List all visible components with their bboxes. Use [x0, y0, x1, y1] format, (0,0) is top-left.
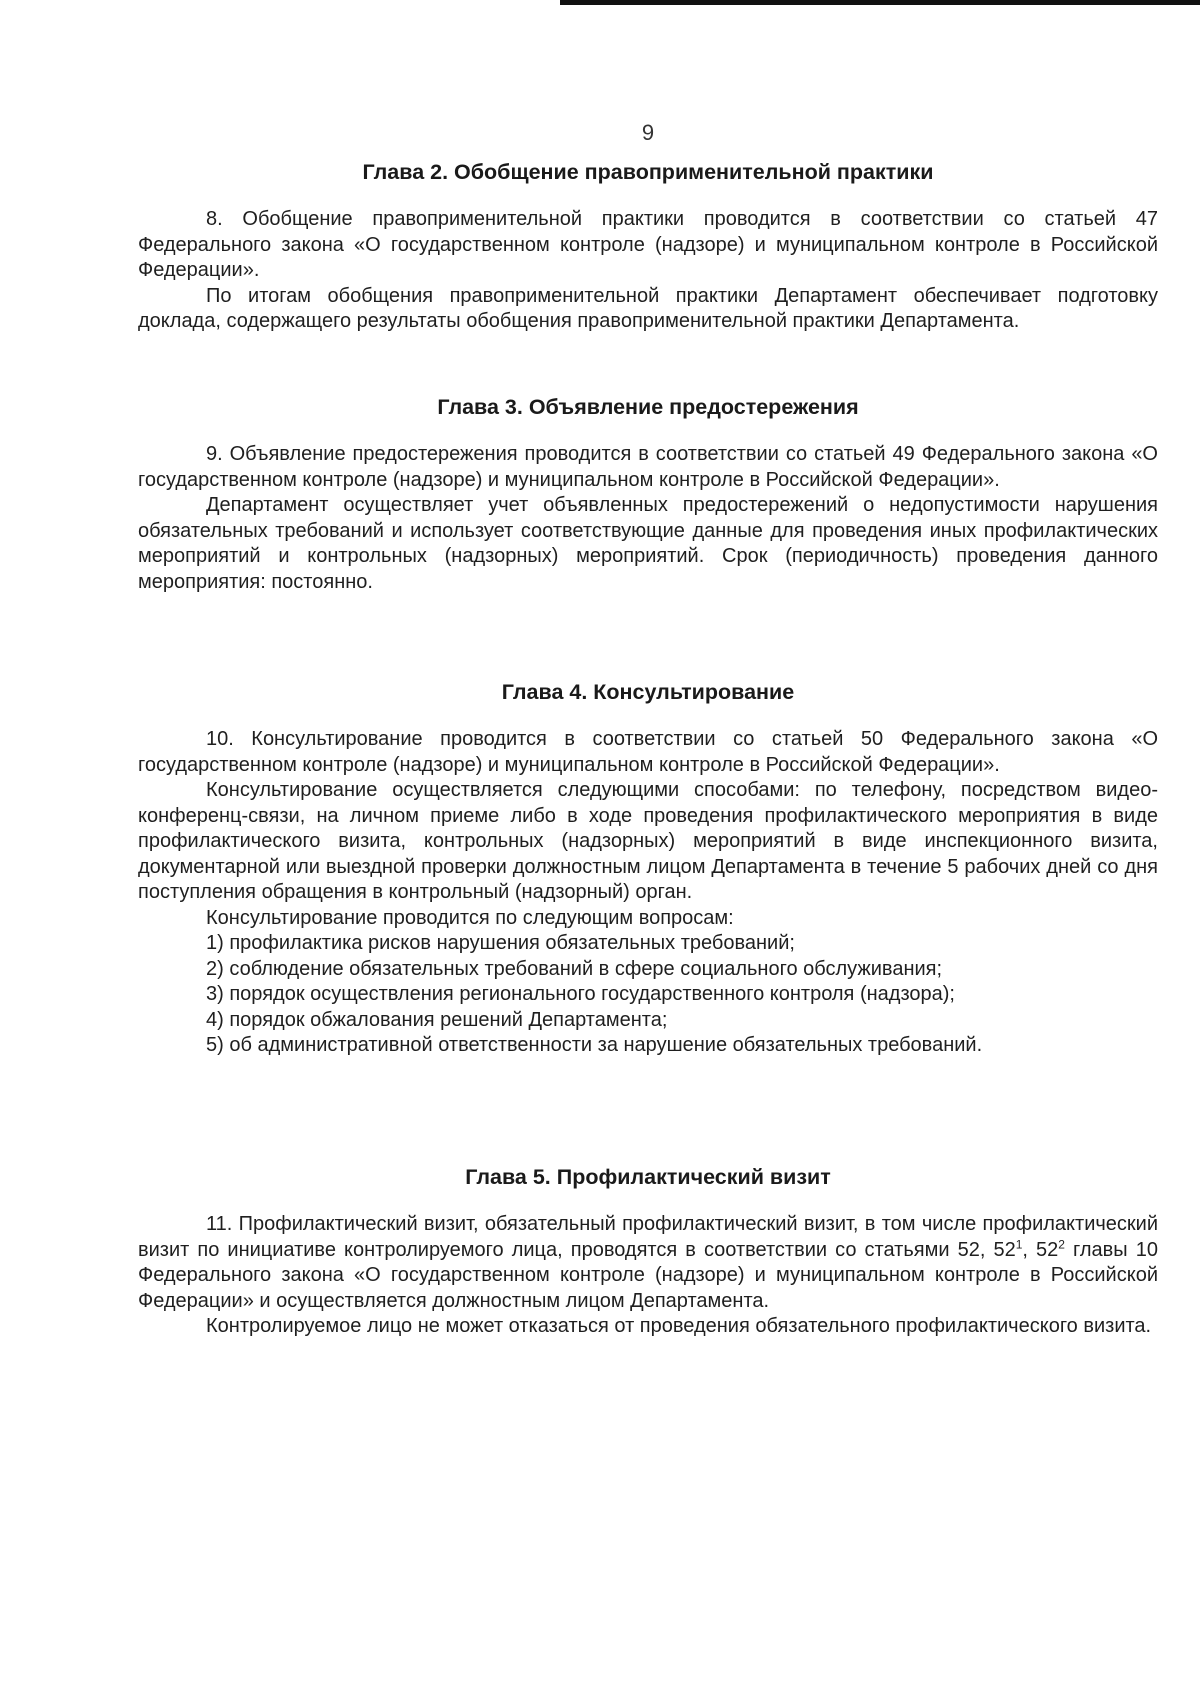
list-item: 4) порядок обжалования решений Департамента;: [206, 1008, 668, 1031]
list-item: 5) об административной ответственности за нарушение обязательных требований.: [206, 1034, 983, 1056]
paragraph: Консультирование проводится по следующим вопросам:: [206, 906, 734, 929]
page-number: 9: [641, 120, 655, 145]
chapter-title: Глава 2. Обобщение правоприменительной практики: [362, 160, 934, 184]
paragraph-text: главы 10 Федерального закона «О государственном контроле (надзоре) и муниципальном контроле в Российской Федерации» и осуществляется должностным лицом Департамента.: [138, 1238, 1158, 1312]
list-item: 1) профилактика рисков нарушения обязательных требований;: [206, 932, 795, 954]
chapter-title: Глава 4. Консультирование: [501, 680, 795, 704]
list-item: 3) порядок осуществления регионального государственного контроля (надзора);: [206, 983, 955, 1005]
list-item: 2) соблюдение обязательных требований в сфере социального обслуживания;: [206, 957, 943, 980]
chapter-5: [138, 1165, 1158, 1340]
chapter-title: Глава 3. Объявление предостережения: [437, 395, 859, 419]
paragraph-text: , 52: [1022, 1238, 1059, 1261]
paragraph: Контролируемое лицо не может отказаться от проведения обязательного профилактического визита.: [206, 1315, 1152, 1337]
superscript: 1: [1015, 1236, 1023, 1251]
paragraph: 8. Обобщение правоприменительной практики проводится в соответствии со статьей 47 Федерального закона «О государственном контроле (надзоре) и муниципальном контроле в Российской Федерации».: [138, 208, 1158, 281]
chapter-3: [138, 395, 1158, 595]
paragraph-text: 11. Профилактический визит, обязательный профилактический визит, в том числе профилактический визит по инициативе контролируемого лица, проводятся в соответствии со статьями 52, 52: [138, 1213, 1158, 1261]
scan-edge-mark: [560, 0, 1200, 5]
superscript: 2: [1058, 1236, 1065, 1251]
paragraph: По итогам обобщения правоприменительной практики Департамент обеспечивает подготовку доклада, содержащего результаты обобщения правоприменительной практики Департамента.: [138, 284, 1158, 332]
chapter-title: Глава 5. Профилактический визит: [465, 1165, 831, 1189]
paragraph: [138, 1212, 1158, 1314]
chapter-2: [138, 160, 1158, 335]
paragraph: 10. Консультирование проводится в соответствии со статьей 50 Федерального закона «О государственном контроле (надзоре) и муниципальном контроле в Российской Федерации».: [138, 728, 1158, 776]
chapter-4: [138, 680, 1158, 1059]
paragraph: 9. Объявление предостережения проводится в соответствии со статьей 49 Федерального закона «О государственном контроле (надзоре) и муниципальном контроле в Российской Федерации».: [138, 443, 1158, 491]
paragraph: Консультирование осуществляется следующими способами: по телефону, посредством видео-конференц-связи, на личном приеме либо в ходе проведения профилактического мероприятия в виде профилактического визита, контрольных (надзорных) мероприятий в виде инспекционного визита, документарной или выездной проверки должностным лицом Департамента в течение 5 рабочих дней со дня поступления обращения в контрольный (надзорный) орган.: [138, 779, 1158, 903]
paragraph: Департамент осуществляет учет объявленных предостережений о недопустимости нарушения обязательных требований и использует соответствующие данные для проведения иных профилактических мероприятий и контрольных (надзорных) мероприятий. Срок (периодичность) проведения данного мероприятия: постоянно.: [138, 494, 1158, 593]
